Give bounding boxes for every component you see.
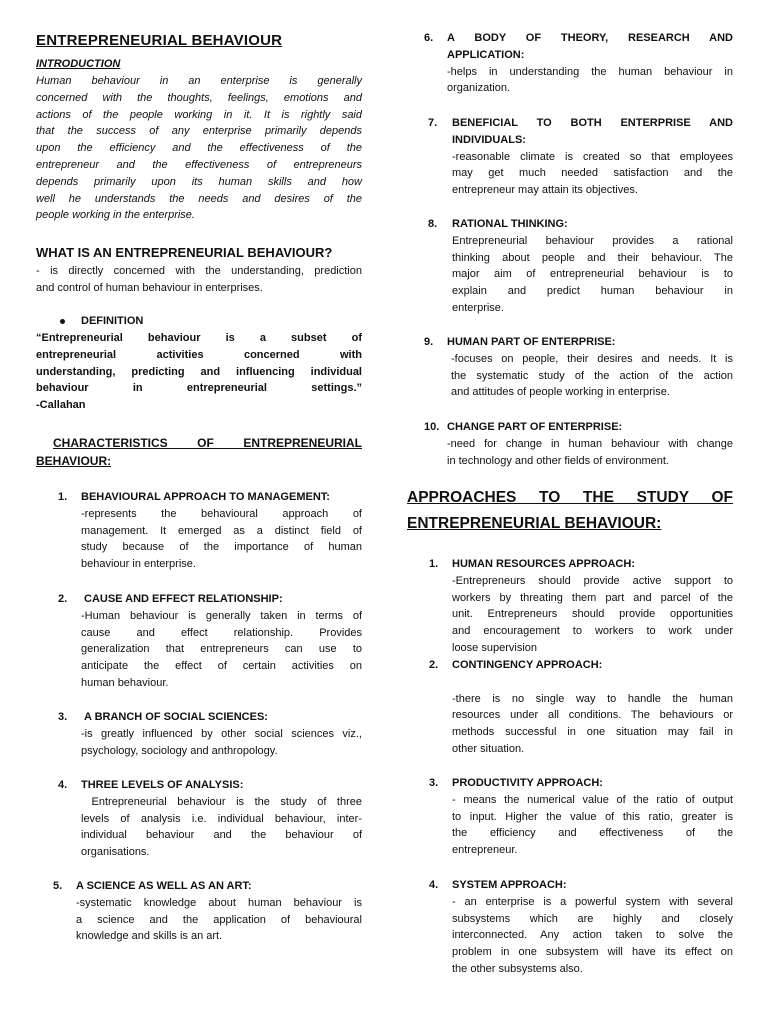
intro-line: well he understands the needs and desires of the <box>36 192 362 205</box>
item-number: 7. <box>428 117 438 129</box>
definition-line: understanding, predicting and influencing individual <box>36 365 362 378</box>
item-number: 6. <box>424 32 434 44</box>
what-is-paragraph <box>36 263 362 297</box>
item-line: a science and the application of behavioural <box>76 913 362 926</box>
item-line: and encouragement to workers to work under <box>452 625 733 638</box>
intro-line: upon the efficiency and the effectiveness of the <box>36 142 362 155</box>
item-title: A BRANCH OF SOCIAL SCIENCES: <box>84 711 268 723</box>
intro-line: people working in the enterprise. <box>36 209 195 222</box>
item-number: 9. <box>424 336 434 348</box>
item-line: and attitudes of people working in enterprise. <box>451 386 670 399</box>
introduction-paragraph <box>36 73 362 224</box>
item-line: management. It emerged as a distinct field of <box>81 524 362 537</box>
item-line: organisations. <box>81 846 150 859</box>
item-title: BENEFICIAL TO BOTH ENTERPRISE AND <box>452 117 733 129</box>
intro-line: entrepreneur and the effectiveness of entrepreneurs <box>36 158 362 171</box>
item-title: THREE LEVELS OF ANALYSIS: <box>81 779 244 791</box>
characteristic-item <box>447 334 733 401</box>
item-line: problem in one subsystem will have its effect on <box>452 946 733 959</box>
approach-item <box>452 657 733 758</box>
item-line: - means the numerical value of the ratio of output <box>452 793 733 806</box>
approach-item <box>452 877 733 978</box>
intro-line: that the success of any enterprise primarily depends <box>36 125 362 138</box>
item-line: organization. <box>447 82 510 95</box>
approach-item <box>452 775 733 859</box>
item-number: 1. <box>429 558 439 570</box>
definition-quote <box>36 330 362 414</box>
item-number: 2. <box>429 659 439 671</box>
item-line: behaviour in enterprise. <box>81 558 196 571</box>
document-title: ENTREPRENEURIAL BEHAVIOUR <box>36 32 283 49</box>
item-line: resources under all conditions. The behaviours or <box>452 709 733 722</box>
item-line: the efficiency and effectiveness of the <box>452 827 733 840</box>
characteristics-heading-line: BEHAVIOUR: <box>36 454 112 468</box>
definition-label: DEFINITION <box>81 315 144 327</box>
item-title: INDIVIDUALS: <box>452 133 526 146</box>
item-line: -systematic knowledge about human behaviour is <box>76 896 362 909</box>
item-line: explain and predict human behaviour in <box>452 285 733 298</box>
what-line: and control of human behaviour in enterprises. <box>36 281 263 294</box>
item-line: individual behaviour and the behaviour of <box>81 829 362 842</box>
item-line: Entrepreneurial behaviour provides a rational <box>452 234 733 247</box>
item-line: the systematic study of the action of the action <box>451 369 733 382</box>
item-line: interconnected. Any action taken to solve the <box>452 929 733 942</box>
item-title: HUMAN RESOURCES APPROACH: <box>452 558 635 570</box>
item-line: cause and effect relationship. Provides <box>81 626 362 639</box>
characteristic-item <box>76 878 362 945</box>
item-number: 4. <box>429 879 439 891</box>
item-line: -helps in understanding the human behaviour in <box>447 65 733 78</box>
item-number: 8. <box>428 218 438 230</box>
item-line: to input. Higher the value of this ratio, greater is <box>452 810 733 823</box>
introduction-heading: INTRODUCTION <box>36 58 121 70</box>
item-number: 1. <box>58 491 68 503</box>
item-number: 3. <box>58 711 68 723</box>
intro-line: actions of the people working in it. It is rightly said <box>36 108 362 121</box>
definition-source: -Callahan <box>36 399 86 412</box>
item-line: enterprise. <box>452 301 504 314</box>
bullet-dot <box>60 319 65 324</box>
intro-line: Human behaviour in an enterprise is generally <box>36 75 362 87</box>
intro-line: concerned with the thoughts, feelings, emotions and <box>36 91 362 104</box>
item-line: other situation. <box>452 742 525 755</box>
definition-line: behaviour in entrepreneurial settings.” <box>36 382 362 395</box>
item-number: 4. <box>58 779 68 791</box>
what-line: - is directly concerned with the understanding, prediction <box>36 265 362 277</box>
characteristic-item <box>81 591 362 692</box>
item-line: in technology and other fields of environment. <box>447 454 669 467</box>
item-title: PRODUCTIVITY APPROACH: <box>452 777 603 789</box>
item-title: RATIONAL THINKING: <box>452 218 568 230</box>
characteristic-item <box>447 419 733 469</box>
item-number: 10. <box>424 421 440 433</box>
item-line: -focuses on people, their desires and needs. It is <box>451 352 733 365</box>
item-line: Entrepreneurial behaviour is the study of three <box>81 795 362 808</box>
definition-line: “Entrepreneurial behaviour is a subset of <box>36 332 362 344</box>
item-line: major aim of entrepreneurial behaviour is to <box>452 268 733 281</box>
item-line: -Human behaviour is generally taken in terms of <box>81 609 362 622</box>
characteristic-item <box>81 489 362 573</box>
item-title: HUMAN PART OF ENTERPRISE: <box>447 336 616 348</box>
characteristics-heading-line: CHARACTERISTICS OF ENTREPRENEURIAL <box>53 436 362 450</box>
item-line: entrepreneur may attain its objectives. <box>452 184 638 197</box>
item-line: workers by threating them part and parcel of the <box>452 591 733 604</box>
item-line: psychology, sociology and anthropology. <box>81 744 278 757</box>
approach-item <box>452 556 733 657</box>
item-line: levels of analysis i.e. individual behaviour, inter- <box>81 812 362 825</box>
characteristic-item <box>447 30 733 97</box>
item-line: -there is no single way to handle the human <box>452 692 733 705</box>
item-line: human behaviour. <box>81 676 169 689</box>
item-line: study because of the importance of human <box>81 541 362 554</box>
item-line: -represents the behavioural approach of <box>81 507 362 520</box>
item-line: knowledge and skills is an art. <box>76 930 223 943</box>
approaches-heading <box>407 485 733 537</box>
characteristic-item <box>452 115 733 199</box>
item-line: - an enterprise is a powerful system with several <box>452 895 733 908</box>
what-is-heading: WHAT IS AN ENTREPRENEURIAL BEHAVIOUR? <box>36 245 333 260</box>
item-line: -Entrepreneurs should provide active support to <box>452 574 733 587</box>
item-line: generalization that entrepreneurs can use to <box>81 643 362 656</box>
item-title: CONTINGENCY APPROACH: <box>452 659 603 671</box>
item-line: thinking about people and their behaviour. The <box>452 251 733 264</box>
approaches-heading-line: ENTREPRENEURIAL BEHAVIOUR: <box>407 515 662 532</box>
item-title: CHANGE PART OF ENTERPRISE: <box>447 421 623 433</box>
characteristic-item <box>81 777 362 861</box>
item-line: loose supervision <box>452 641 537 654</box>
item-line: -need for change in human behaviour with change <box>447 437 733 450</box>
item-number: 3. <box>429 777 439 789</box>
item-line: anticipate the effect of certain activities on <box>81 660 362 673</box>
characteristics-heading <box>36 434 362 470</box>
item-line: -reasonable climate is created so that employees <box>452 150 733 163</box>
definition-line: entrepreneurial activities concerned with <box>36 348 362 361</box>
characteristic-item <box>452 216 733 317</box>
item-title: A BODY OF THEORY, RESEARCH AND <box>447 32 733 44</box>
item-line: -is greatly influenced by other social sciences viz., <box>81 727 362 740</box>
item-number: 2. <box>58 593 68 605</box>
item-title: CAUSE AND EFFECT RELATIONSHIP: <box>84 593 283 605</box>
item-line: unit. Entrepreneurs should provide opportunities <box>452 608 733 621</box>
item-line: the other subsystems also. <box>452 962 583 975</box>
item-line: methods successful in one situation may fail in <box>452 726 733 739</box>
item-title: SYSTEM APPROACH: <box>452 879 567 891</box>
item-line: may get much needed satisfaction and the <box>452 167 733 180</box>
intro-line: depends primarily upon its human skills and how <box>36 175 362 188</box>
item-title: APPLICATION: <box>447 48 525 61</box>
item-title: BEHAVIOURAL APPROACH TO MANAGEMENT: <box>81 491 330 503</box>
item-title: A SCIENCE AS WELL AS AN ART: <box>76 880 252 892</box>
approaches-heading-line: APPROACHES TO THE STUDY OF <box>407 489 733 506</box>
item-number: 5. <box>53 880 63 892</box>
characteristic-item <box>81 709 362 759</box>
item-line: subsystems which are highly and closely <box>452 912 733 925</box>
item-line: entrepreneur. <box>452 844 518 857</box>
